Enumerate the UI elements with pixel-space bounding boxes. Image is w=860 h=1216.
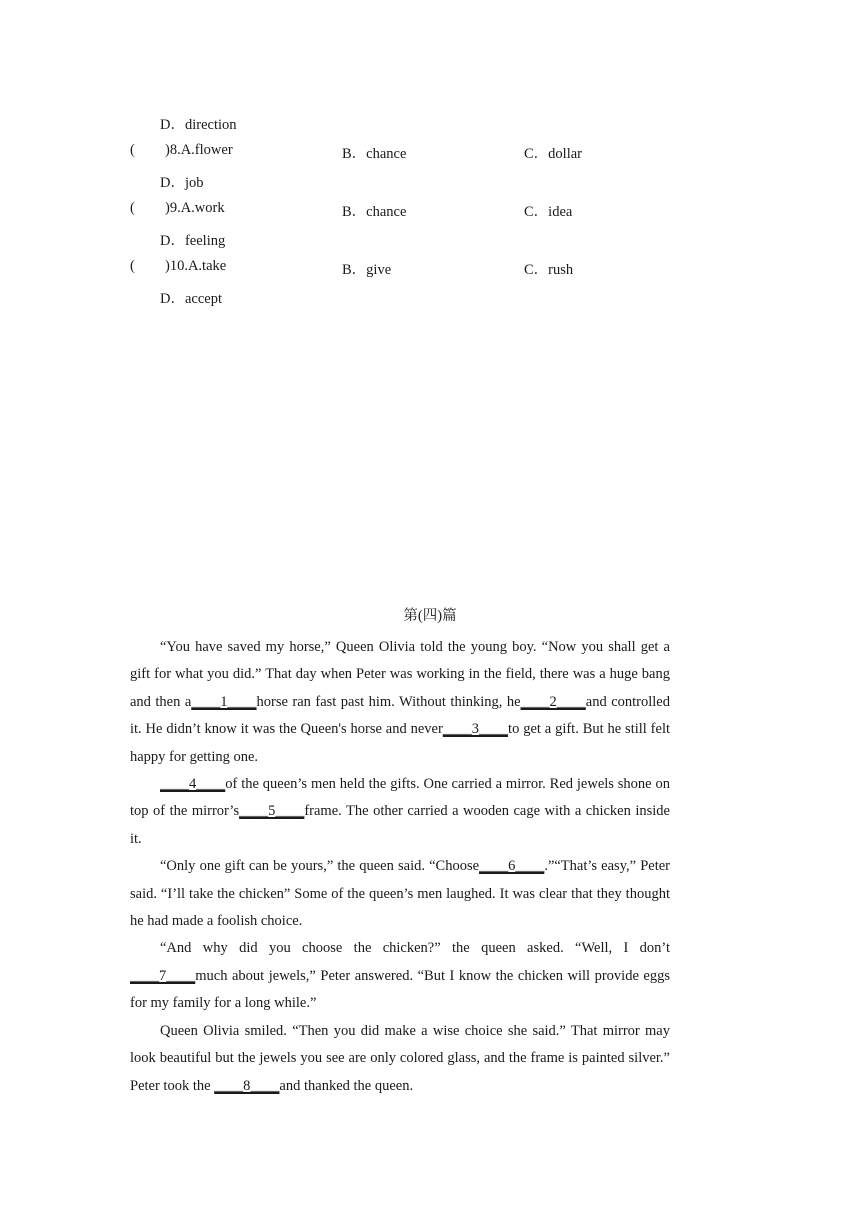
blank-7: ____7____ <box>130 967 196 984</box>
text: and thanked the queen. <box>279 1077 414 1094</box>
paragraph-4 <box>130 935 670 1017</box>
blank-3: ____3____ <box>442 721 509 738</box>
paren-q9: ( <box>130 200 135 216</box>
option-8b: B．chance <box>342 146 407 162</box>
option-9a: )9.A.work <box>165 200 225 216</box>
paragraph-1 <box>130 634 670 771</box>
blank-6: ____6____ <box>479 858 545 875</box>
blank-5: ____5____ <box>239 803 305 820</box>
text: much about jewels,” Peter answered. “But I know the chicken will provide eggs for my family for a long while.” <box>130 967 670 1012</box>
option-9c: C．idea <box>524 204 573 220</box>
text: .”“That’s easy,” Peter said. “I’ll take the chicken” Some of the queen’s men laughed. It was clear that they thought he had made a foolish choice. <box>130 858 670 930</box>
option-8c: C．dollar <box>524 146 582 162</box>
blank-1: ____1____ <box>191 693 257 710</box>
text: and controlled it. He didn’t know it was the Queen's horse and never <box>130 693 670 738</box>
text: Queen Olivia smiled. “Then you did make a wise choice she said.” That mirror may look beautiful but the jewels you see are only colored glass, and the frame is painted silver.” Peter took the <box>130 1022 670 1094</box>
paragraph-3 <box>130 853 670 935</box>
paragraph-2 <box>130 771 670 853</box>
option-7d: D．direction <box>160 117 237 133</box>
option-10b: B．give <box>342 262 392 278</box>
option-9b: B．chance <box>342 204 407 220</box>
paragraph-5 <box>130 1018 670 1100</box>
option-10a: )10.A.take <box>165 258 227 274</box>
paren-q8: ( <box>130 142 135 158</box>
text: “And why did you choose the chicken?” the queen asked. “Well, I don’t <box>160 940 670 957</box>
passage <box>130 634 670 1100</box>
text: to get a gift. But he still felt happy for getting one. <box>130 721 670 765</box>
blank-8: ____8____ <box>214 1077 280 1094</box>
text: “Only one gift can be yours,” the queen said. “Choose <box>160 858 480 875</box>
text: of the queen’s men held the gifts. One carried a mirror. Red jewels shone on top of the mirror’s <box>130 776 670 820</box>
blank-4: ____4____ <box>160 776 226 793</box>
option-8d: D．job <box>160 175 204 191</box>
text: horse ran fast past him. Without thinking, he <box>256 693 521 710</box>
option-8a: )8.A.flower <box>165 142 233 158</box>
text: frame. The other carried a wooden cage with a chicken inside it. <box>130 803 670 847</box>
paren-q10: ( <box>130 258 135 274</box>
option-10d: D．accept <box>160 291 222 307</box>
option-10c: C．rush <box>524 262 574 278</box>
text: “You have saved my horse,” Queen Olivia told the young boy. “Now you shall get a gift for what you did.” That day when Peter was working in the field, there was a huge bang and then a <box>130 639 670 710</box>
option-9d: D．feeling <box>160 233 226 249</box>
blank-2: ____2____ <box>520 693 586 710</box>
section-title: 第(四)篇 <box>403 608 457 624</box>
